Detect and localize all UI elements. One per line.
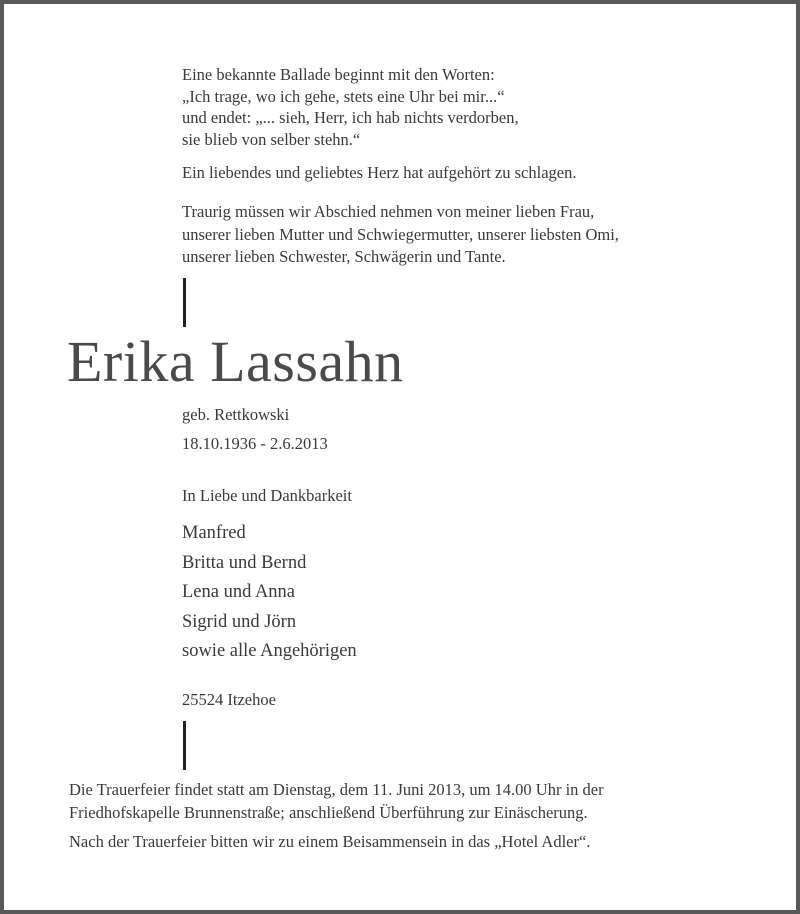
- farewell-line: Traurig müssen wir Abschied nehmen von meiner lieben Frau,: [182, 202, 595, 221]
- divider-bar-bottom: [183, 721, 186, 770]
- farewell-line: unserer lieben Schwester, Schwägerin und Tante.: [182, 247, 506, 266]
- location: 25524 Itzehoe: [182, 690, 276, 709]
- ballad-line: Eine bekannte Ballade beginnt mit den Worten:: [182, 65, 495, 84]
- ballad-line: und endet: „... sieh, Herr, ich hab nichts verdorben,: [182, 108, 519, 127]
- funeral-service-info: [69, 779, 749, 824]
- mourner-name: Manfred: [182, 523, 246, 543]
- gathering-info: Nach der Trauerfeier bitten wir zu einem Beisammensein in das „Hotel Adler“.: [69, 832, 591, 851]
- service-line: Die Trauerfeier findet statt am Dienstag, dem 11. Juni 2013, um 14.00 Uhr in der: [69, 780, 604, 799]
- mourner-name: Sigrid und Jörn: [182, 611, 297, 632]
- mourner-name: Britta und Bernd: [182, 552, 307, 573]
- farewell-paragraph: [182, 201, 762, 269]
- ballad-line: sie blieb von selber stehn.“: [182, 129, 361, 149]
- service-line: Friedhofskapelle Brunnenstraße; anschließend Überführung zur Einäscherung.: [69, 802, 588, 822]
- mourners-list: [182, 519, 357, 667]
- ballad-line: „Ich trage, wo ich gehe, stets eine Uhr bei mir...“: [182, 86, 505, 106]
- life-dates: 18.10.1936 - 2.6.2013: [182, 434, 328, 453]
- heart-sentence: Ein liebendes und geliebtes Herz hat aufgehört zu schlagen.: [182, 163, 577, 182]
- deceased-name: Erika Lassahn: [67, 329, 404, 394]
- ballad-quote: [182, 64, 742, 150]
- birth-name: geb. Rettkowski: [182, 405, 290, 424]
- divider-bar-top: [183, 278, 186, 327]
- farewell-line: unserer lieben Mutter und Schwiegermutter, unserer liebsten Omi,: [182, 224, 619, 244]
- mourners-intro: In Liebe und Dankbarkeit: [182, 486, 352, 505]
- mourner-name: sowie alle Angehörigen: [182, 641, 357, 661]
- mourner-name: Lena und Anna: [182, 582, 296, 602]
